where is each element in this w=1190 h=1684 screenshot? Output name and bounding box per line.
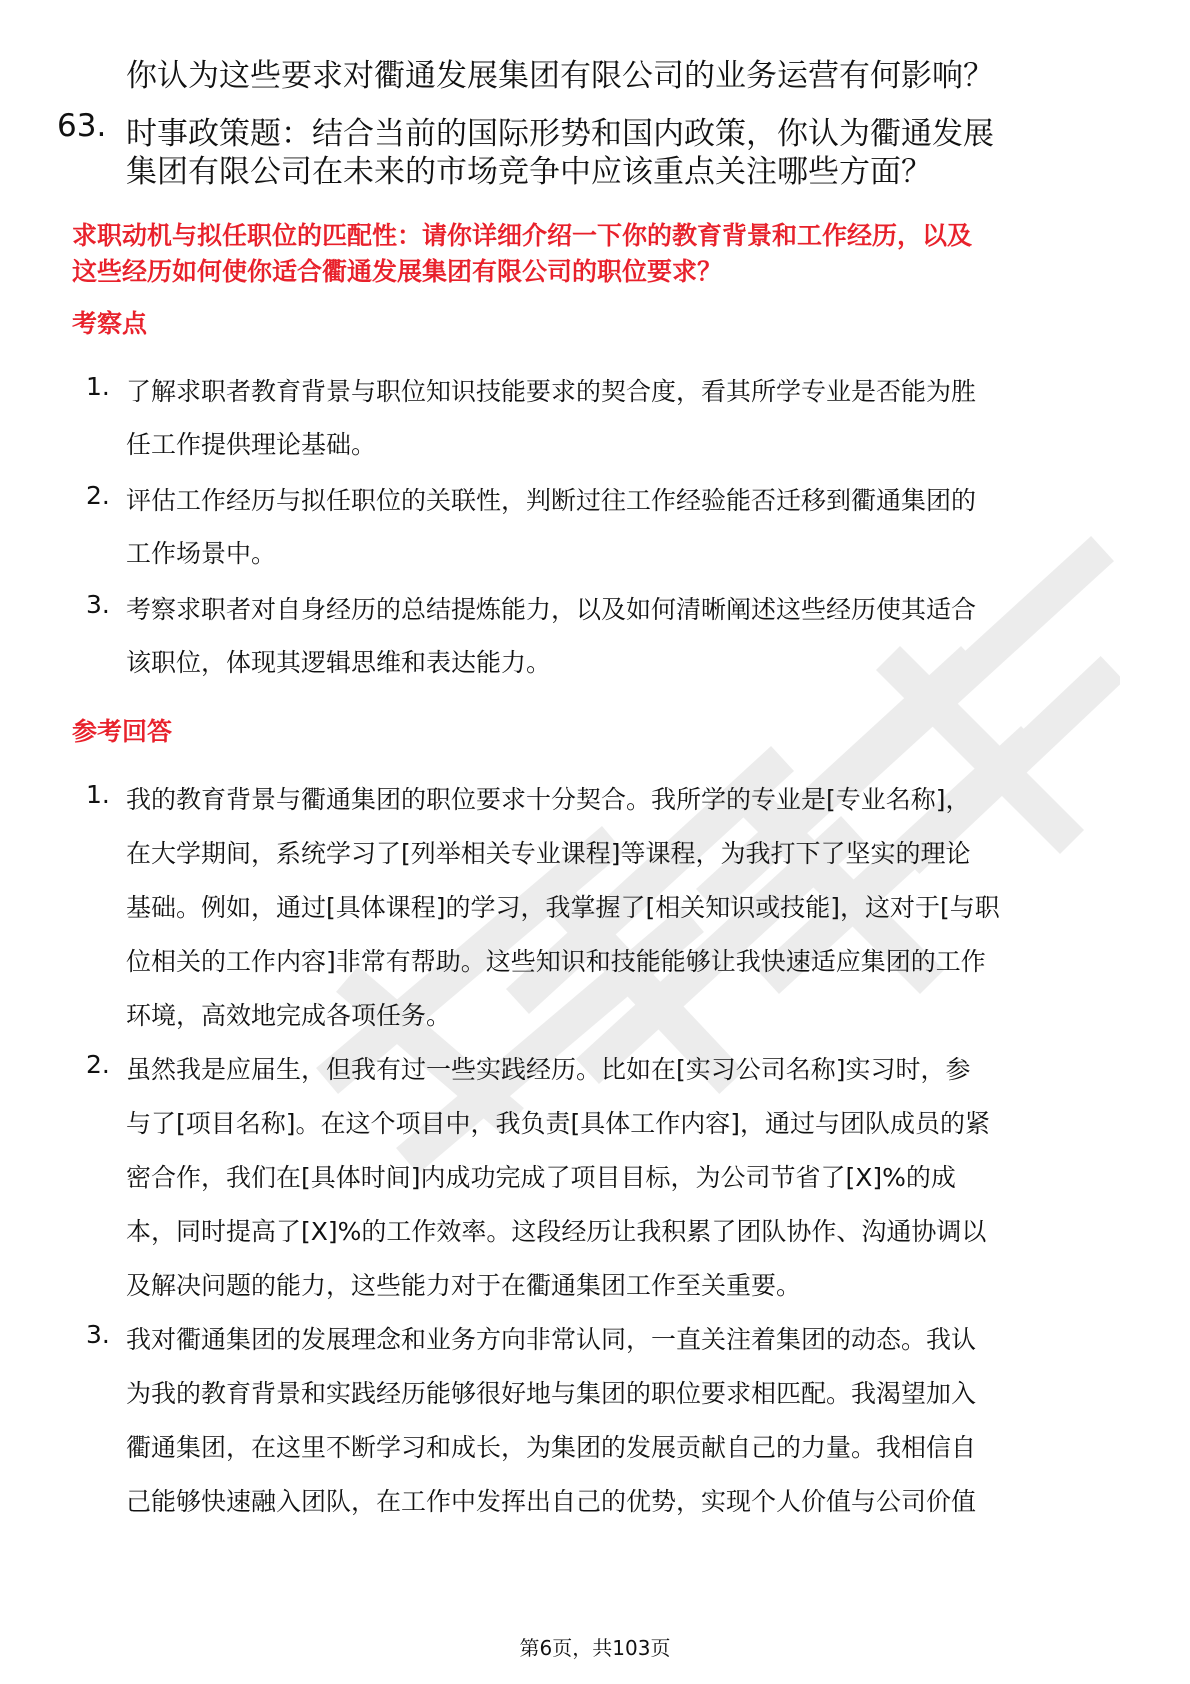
reference-item-1-line-3: 基础。例如，通过[具体课程]的学习，我掌握了[相关知识或技能]，这对于[与职	[126, 893, 1000, 922]
assessment-item-2-number: 2.	[86, 481, 110, 510]
reference-item-2-line-4: 本，同时提高了[X]%的工作效率。这段经历让我积累了团队协作、沟通协调以	[126, 1217, 987, 1246]
assessment-item-1-number: 1.	[86, 372, 110, 401]
reference-item-1-line-2: 在大学期间，系统学习了[列举相关专业课程]等课程，为我打下了坚实的理论	[126, 839, 971, 868]
question-intro-line: 你认为这些要求对衢通发展集团有限公司的业务运营有何影响？	[126, 58, 994, 94]
question-63-number: 63.	[57, 108, 107, 144]
reference-item-3-line-3: 衢通集团，在这里不断学习和成长，为集团的发展贡献自己的力量。我相信自	[126, 1433, 977, 1462]
reference-item-1-line-5: 环境，高效地完成各项任务。	[126, 1001, 452, 1030]
page-footer: 第6页，共103页	[519, 1636, 671, 1660]
assessment-item-2-line-1: 评估工作经历与拟任职位的关联性，判断过往工作经验能否迁移到衢通集团的	[126, 486, 977, 515]
assessment-item-3-line-2: 该职位，体现其逻辑思维和表达能力。	[126, 648, 552, 677]
reference-heading: 参考回答	[72, 717, 173, 746]
question-63-line-2: 集团有限公司在未来的市场竞争中应该重点关注哪些方面？	[126, 154, 932, 190]
reference-item-1-line-1: 我的教育背景与衢通集团的职位要求十分契合。我所学的专业是[专业名称]，	[126, 785, 971, 814]
reference-item-3-line-1: 我对衢通集团的发展理念和业务方向非常认同，一直关注着集团的动态。我认	[126, 1325, 977, 1354]
reference-item-2-number: 2.	[86, 1050, 110, 1079]
reference-item-3-line-4: 己能够快速融入团队，在工作中发挥出自己的优势，实现个人价值与公司价值	[126, 1487, 977, 1516]
motivation-title-line-2: 这些经历如何使你适合衢通发展集团有限公司的职位要求？	[72, 257, 723, 286]
assessment-item-3-number: 3.	[86, 590, 110, 619]
reference-item-1-line-4: 位相关的工作内容]非常有帮助。这些知识和技能能够让我快速适应集团的工作	[126, 947, 986, 976]
assessment-item-3-line-1: 考察求职者对自身经历的总结提炼能力，以及如何清晰阐述这些经历使其适合	[126, 595, 977, 624]
reference-item-2-line-1: 虽然我是应届生，但我有过一些实践经历。比如在[实习公司名称]实习时，参	[126, 1055, 971, 1084]
motivation-title-line-1: 求职动机与拟任职位的匹配性：请你详细介绍一下你的教育背景和工作经历，以及	[72, 221, 973, 250]
reference-item-2-line-3: 密合作，我们在[具体时间]内成功完成了项目目标，为公司节省了[X]%的成	[126, 1163, 956, 1192]
question-63-line-1: 时事政策题：结合当前的国际形势和国内政策，你认为衢通发展	[126, 116, 994, 152]
reference-item-3-number: 3.	[86, 1320, 110, 1349]
reference-item-3-line-2: 为我的教育背景和实践经历能够很好地与集团的职位要求相匹配。我渴望加入	[126, 1379, 977, 1408]
reference-item-2-line-2: 与了[项目名称]。在这个项目中，我负责[具体工作内容]，通过与团队成员的紧	[126, 1109, 991, 1138]
assessment-item-2-line-2: 工作场景中。	[126, 539, 277, 568]
assessment-item-1-line-2: 任工作提供理论基础。	[126, 430, 377, 459]
assessment-heading: 考察点	[72, 309, 148, 338]
assessment-item-1-line-1: 了解求职者教育背景与职位知识技能要求的契合度，看其所学专业是否能为胜	[126, 377, 977, 406]
reference-item-2-line-5: 及解决问题的能力，这些能力对于在衢通集团工作至关重要。	[126, 1271, 802, 1300]
reference-item-1-number: 1.	[86, 780, 110, 809]
